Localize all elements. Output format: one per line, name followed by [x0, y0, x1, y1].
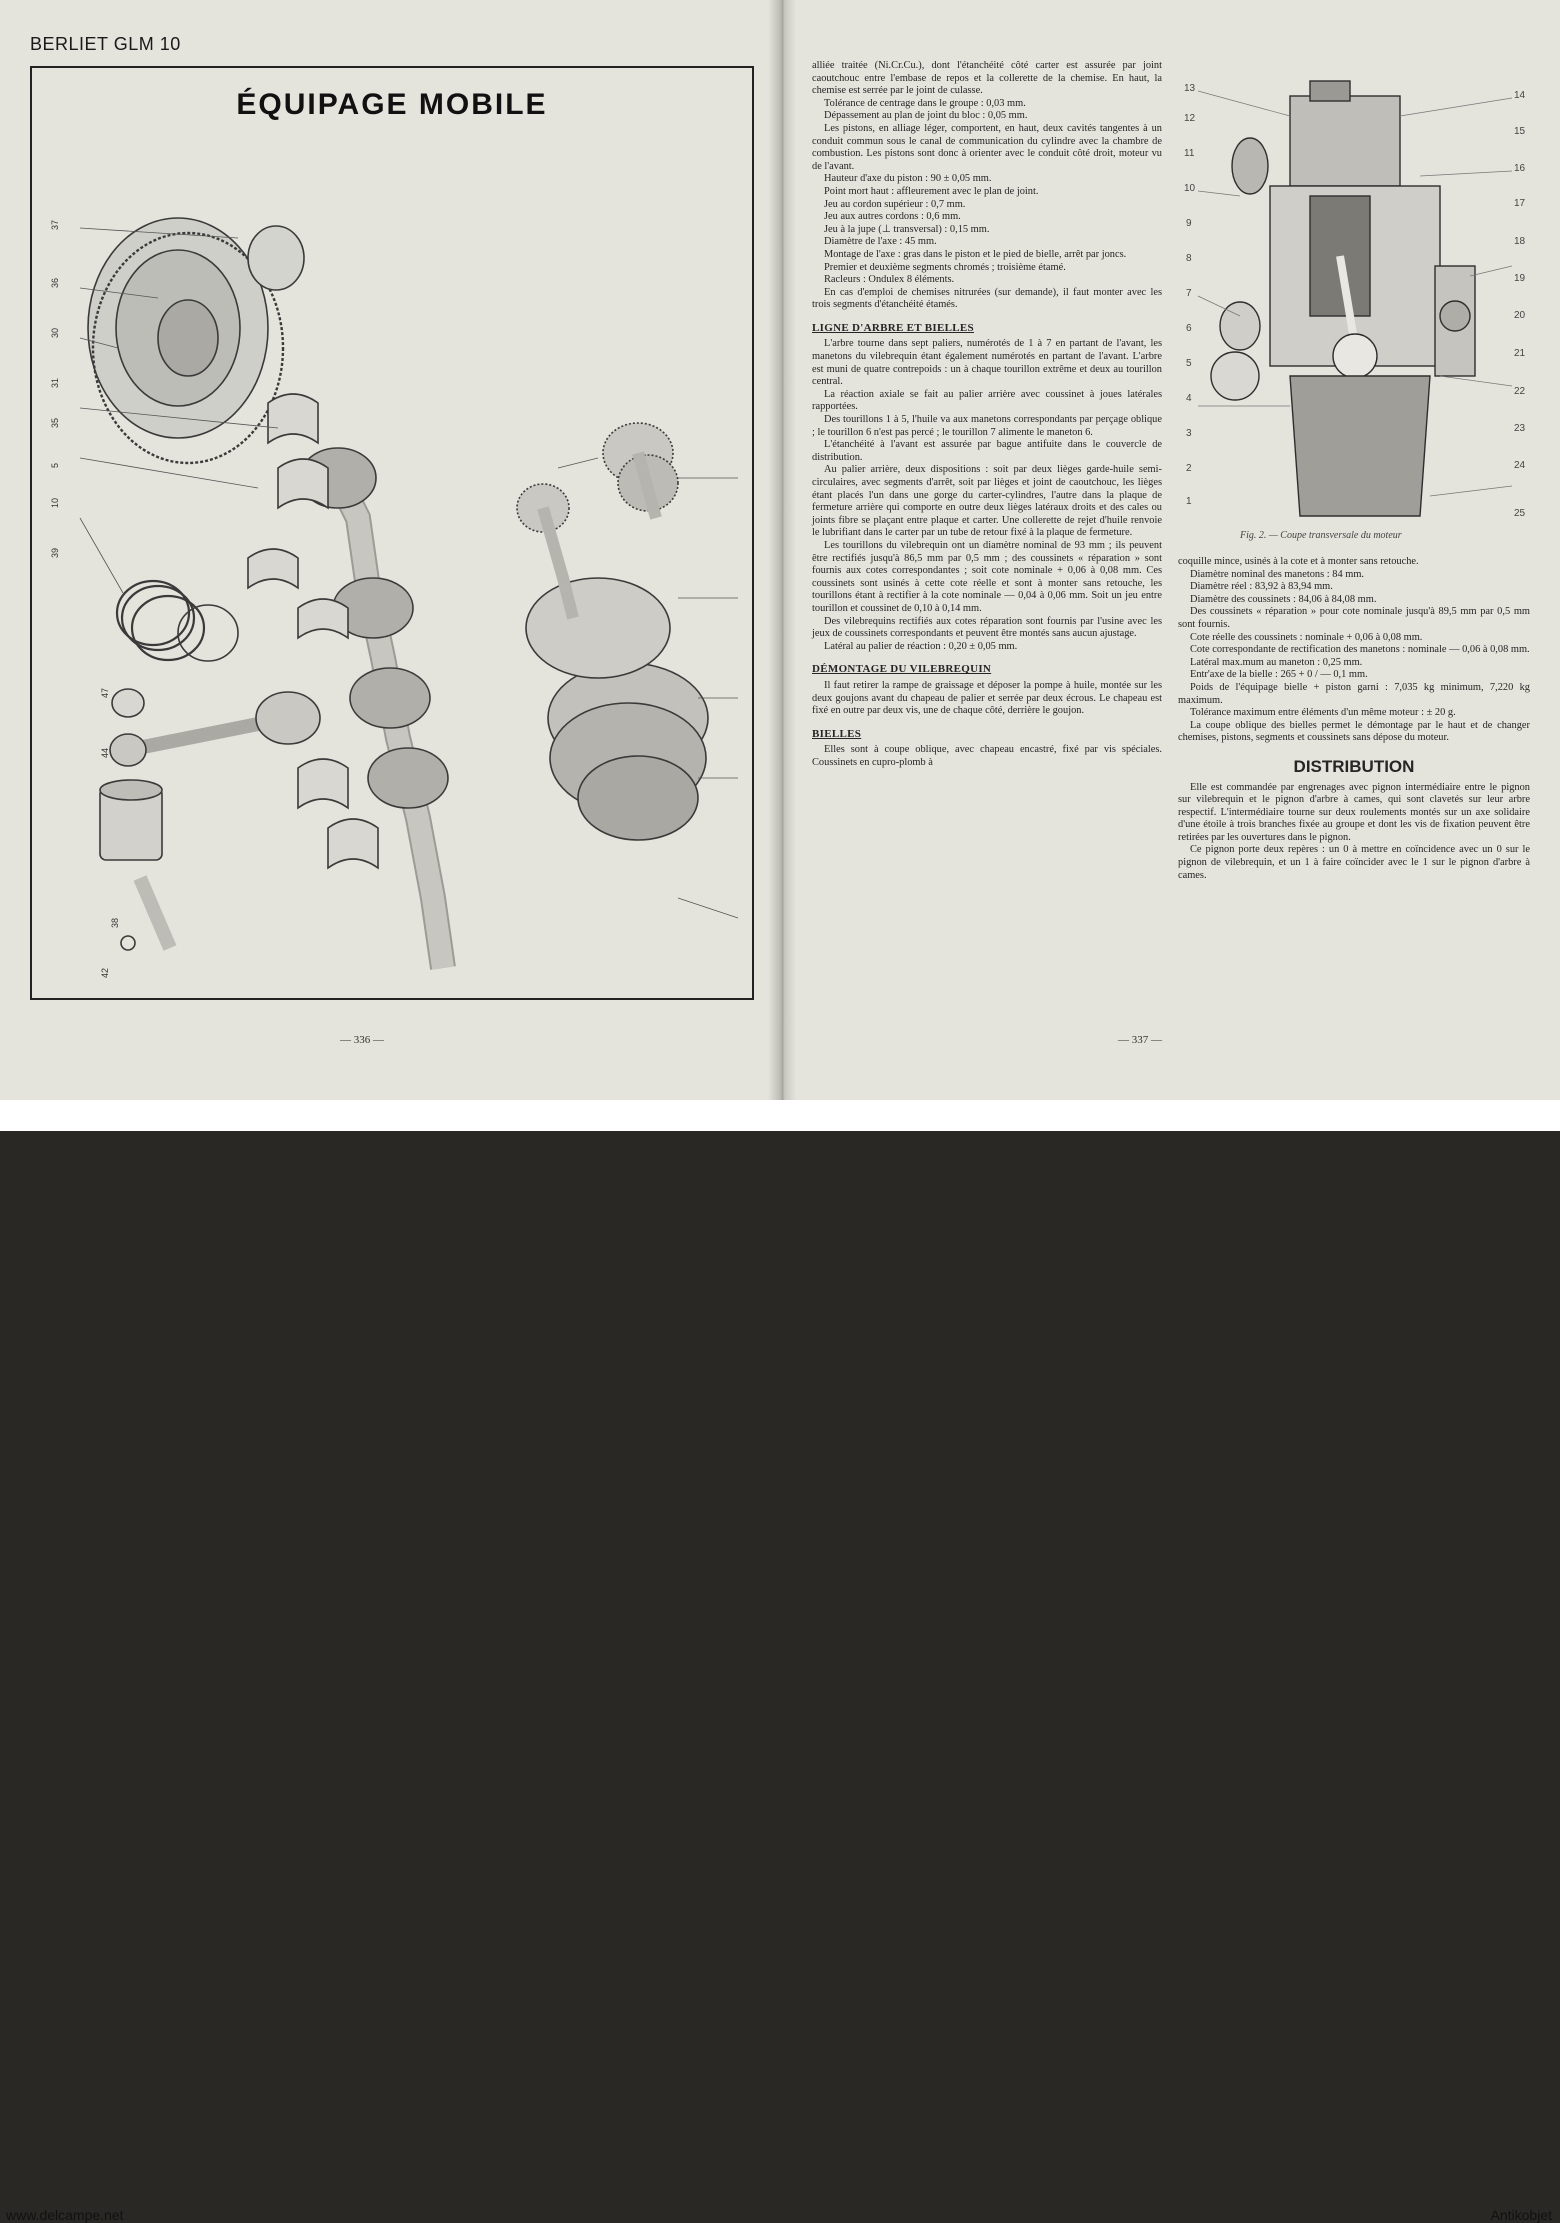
callout-label: 42 [100, 967, 110, 978]
figure-callout: 23 [1514, 423, 1526, 434]
oil-sump [1290, 376, 1430, 516]
paragraph: alliée traitée (Ni.Cr.Cu.), dont l'étanchéité côté carter est assurée par joint caoutchouc entre l'embase de repos et la collerette de la chemise. En haut, la chemise est serrée par le joint de culasse. [812, 60, 1162, 97]
figure-callout: 9 [1186, 218, 1192, 229]
figure-callout: 18 [1514, 236, 1526, 247]
paragraph: En cas d'emploi de chemises nitrurées (sur demande), il faut monter avec les trois segments d'étanchéité étamés. [812, 286, 1162, 311]
figure-callout: 24 [1514, 460, 1526, 471]
intro-paragraphs [812, 60, 1162, 312]
figure-callout: 11 [1184, 148, 1195, 159]
crank-circle [1333, 334, 1377, 378]
figure-caption: Fig. 2. — Coupe transversale du moteur [1240, 530, 1402, 541]
text-column-1 [812, 60, 1162, 769]
figure-callout: 14 [1514, 90, 1526, 101]
illustration-frame [30, 66, 754, 1000]
section-heading-bielles: BIELLES [812, 727, 862, 740]
paragraph: Les tourillons du vilebrequin ont un diamètre nominal de 93 mm ; ils peuvent être rectifiés jusqu'à 86,5 mm par 0,5 mm ; des coussinets « réparation » sont fournis aux cotes correspondantes ; soit cote nominale + 0,06 à 0,08 mm. Ces coussinets sont usinés à cette cote réelle et sont à monter sans retouche, les tourillons étant à rectifier à la cote nominale — 0,04 à 0,06 mm. Soit un jeu entre tourillon et coussinet de 0,10 à 0,14 mm. [812, 539, 1162, 614]
watermark-left: www.delcampe.net [6, 2207, 124, 2223]
bearing-shell [268, 394, 318, 443]
text-column-2 [1178, 556, 1530, 882]
figure-callout: 15 [1514, 126, 1526, 137]
paragraph: Hauteur d'axe du piston : 90 ± 0,05 mm. [824, 173, 992, 185]
paragraph: La réaction axiale se fait au palier arrière avec coussinet à joues latérales rapportées. [812, 388, 1162, 413]
callout-label: 5 [50, 462, 60, 468]
figure-callout: 8 [1186, 253, 1192, 264]
book-spread [0, 0, 1560, 1100]
figure-callout: 6 [1186, 323, 1192, 334]
paragraph: Jeu au cordon supérieur : 0,7 mm. [824, 198, 966, 210]
callout-label: 35 [50, 417, 60, 428]
paragraph: Des tourillons 1 à 5, l'huile va aux manetons correspondants par perçage oblique ; le tourillon 6 n'est pas percé ; le tourillon 7 alimente le maneton 6. [812, 414, 1162, 438]
figure-callout: 7 [1186, 288, 1192, 299]
page-number-right: — 337 — [1118, 1034, 1162, 1046]
paragraph: Au palier arrière, deux dispositions : soit par deux lièges garde-huile semi-circulaires, avec segments d'arrêt, soit par lièges et joint de caoutchouc, les lièges étant placés l'un dans une gorge du carter-cylindres, l'autre dans la plaque de fermeture arrière qui comporte en outre deux lièges latéraux droits et des cales ou joints fibre se plaçant entre plaque et carter. Une collerette de rejet d'huile renvoie le lubrifiant dans le carter par un tube de retour fixé à la plaque de fermeture. [812, 464, 1162, 539]
flywheel-hub [248, 226, 304, 290]
figure-callout: 25 [1514, 508, 1526, 519]
paragraph: Il faut retirer la rampe de graissage et déposer la pompe à huile, montée sur les deux goujons avant du chapeau de palier et serrée par deux écrous. Le chapeau est fixé en outre par deux vis, une de chaque côté, derrière le goujon. [812, 679, 1162, 717]
section-heading-demontage: DÉMONTAGE DU VILEBREQUIN [812, 663, 992, 676]
engine-cross-section-figure [1180, 76, 1530, 528]
page-title: ÉQUIPAGE MOBILE [236, 88, 548, 121]
paragraph: Dépassement au plan de joint du bloc : 0,05 mm. [824, 110, 1028, 122]
figure-callout: 12 [1184, 113, 1196, 124]
figure-callout: 1 [1186, 496, 1192, 507]
paragraph: Latéral au palier de réaction : 0,20 ± 0,05 mm. [824, 640, 1018, 652]
paragraph: Ce pignon porte deux repères : un 0 à mettre en coïncidence avec un 0 sur le pignon de vilebrequin, et un 1 à faire coïncider avec le 1 sur le pignon d'arbre à cames. [1178, 844, 1530, 881]
section-heading-distribution: DISTRIBUTION [1293, 756, 1415, 776]
figure-callout: 22 [1514, 386, 1526, 397]
paragraph: L'étanchéité à l'avant est assurée par bague antifuite dans le couvercle de distribution. [812, 439, 1162, 463]
paragraph: Les pistons, en alliage léger, comportent, en haut, deux cavités tangentes à un conduit commun sous le canal de communication du cylindre avec la chambre de combustion. Les pistons sont donc à orienter avec le conduit côté droit, moteur vu de l'avant. [812, 122, 1162, 172]
book-gutter [768, 0, 796, 1100]
paragraph: Entr'axe de la bielle : 265 + 0 / — 0,1 mm. [1190, 669, 1368, 681]
figure-callout: 16 [1514, 163, 1526, 174]
callout-label: 36 [50, 277, 60, 288]
paragraph: Cote réelle des coussinets : nominale + 0,06 à 0,08 mm. [1190, 631, 1423, 643]
callout-label: 47 [100, 687, 110, 698]
figure-callout: 4 [1186, 393, 1192, 404]
paragraph: Jeu aux autres cordons : 0,6 mm. [824, 211, 961, 223]
paragraph: Point mort haut : affleurement avec le plan de joint. [824, 185, 1039, 197]
figure-callout: 3 [1186, 428, 1192, 439]
paragraph: Diamètre des coussinets : 84,06 à 84,08 mm. [1190, 593, 1377, 605]
paragraph: Cote correspondante de rectification des manetons : nominale — 0,06 à 0,08 mm. [1190, 644, 1530, 656]
paragraph: L'arbre tourne dans sept paliers, numérotés de 1 à 7 en partant de l'avant, les manetons du vilebrequin étant également numérotés en partant de l'avant. L'arbre est muni de quatre contrepoids : un à chaque tourillon extrême et deux au tourillon central. [812, 338, 1162, 388]
paragraph: Diamètre nominal des manetons : 84 mm. [1190, 568, 1365, 580]
callout-label: 44 [100, 747, 110, 758]
callout-label: 31 [50, 377, 60, 388]
watermark-right: Antikobjet [1490, 2207, 1552, 2223]
callout-label: 30 [50, 327, 60, 338]
cylinder-head [1290, 96, 1400, 186]
figure-callout: 2 [1186, 463, 1192, 474]
callout-label: 10 [50, 497, 60, 508]
exploded-crankshaft-drawing [38, 138, 746, 994]
page-header: BERLIET GLM 10 [30, 34, 181, 54]
paragraph: Des vilebrequins rectifiés aux cotes réparation sont fournis par l'usine avec les jeux de coussinets correspondants et peuvent être montés sans aucun ajustage. [812, 615, 1162, 640]
figure-callout: 5 [1186, 358, 1192, 369]
callout-label: 37 [50, 219, 60, 230]
figure-callout: 10 [1184, 183, 1196, 194]
gudgeon-pin [140, 878, 170, 948]
paragraph: Racleurs : Ondulex 8 éléments. [824, 274, 955, 286]
section-heading-ligne: LIGNE D'ARBRE ET BIELLES [812, 321, 974, 334]
paragraph: Latéral max.mum au maneton : 0,25 mm. [1190, 656, 1363, 668]
paragraph: Premier et deuxième segments chromés ; troisième étamé. [824, 261, 1066, 273]
paragraph: Montage de l'axe : gras dans le piston et le pied de bielle, arrêt par joncs. [824, 248, 1127, 260]
paragraph: Poids de l'équipage bielle + piston garni : 7,035 kg minimum, 7,220 kg maximum. [1178, 681, 1530, 706]
small-end-bush [112, 689, 144, 717]
watermark-strip [0, 1100, 1560, 2223]
paragraph: Tolérance maximum entre éléments d'un même moteur : ± 20 g. [1190, 707, 1456, 719]
paragraph: Tolérance de centrage dans le groupe : 0,03 mm. [824, 97, 1026, 109]
paragraph: Diamètre réel : 83,92 à 83,94 mm. [1190, 581, 1333, 593]
oil-filter [1232, 138, 1268, 194]
paragraph: coquille mince, usinés à la cote et à monter sans retouche. [1178, 556, 1419, 567]
paragraph: Des coussinets « réparation » pour cote nominale jusqu'à 89,5 mm par 0,5 mm sont fournis. [1178, 606, 1530, 630]
paragraph: La coupe oblique des bielles permet le démontage par le haut et de changer chemises, pistons, segments et coussinets sans dépose du moteur. [1178, 719, 1530, 744]
paragraph: Diamètre de l'axe : 45 mm. [824, 236, 937, 248]
figure-callout: 21 [1514, 348, 1526, 359]
figure-callout: 19 [1514, 273, 1526, 284]
figure-callout: 13 [1184, 83, 1196, 94]
paragraph: Jeu à la jupe (⊥ transversal) : 0,15 mm. [824, 223, 990, 235]
paragraph: Elle est commandée par engrenages avec pignon intermédiaire entre le pignon sur vilebrequin et le pignon d'arbre à cames, qui sont clavetés sur leur arbre respectif. L'intermédiaire tourne sur deux roulements montés sur un axe solidaire d'une étoile à trois branches fixée au groupe et dont les vis de fixation peuvent être retirées par les ouvertures dans le pignon. [1178, 781, 1530, 843]
paragraph: Elles sont à coupe oblique, avec chapeau encastré, fixé par vis spéciales. Coussinets en cupro-plomb à [812, 744, 1162, 768]
callout-label: 38 [110, 917, 120, 928]
figure-callout: 20 [1514, 310, 1526, 321]
callout-label: 39 [50, 547, 60, 558]
page-number-left: — 336 — [340, 1034, 384, 1046]
figure-callout: 17 [1514, 198, 1526, 209]
